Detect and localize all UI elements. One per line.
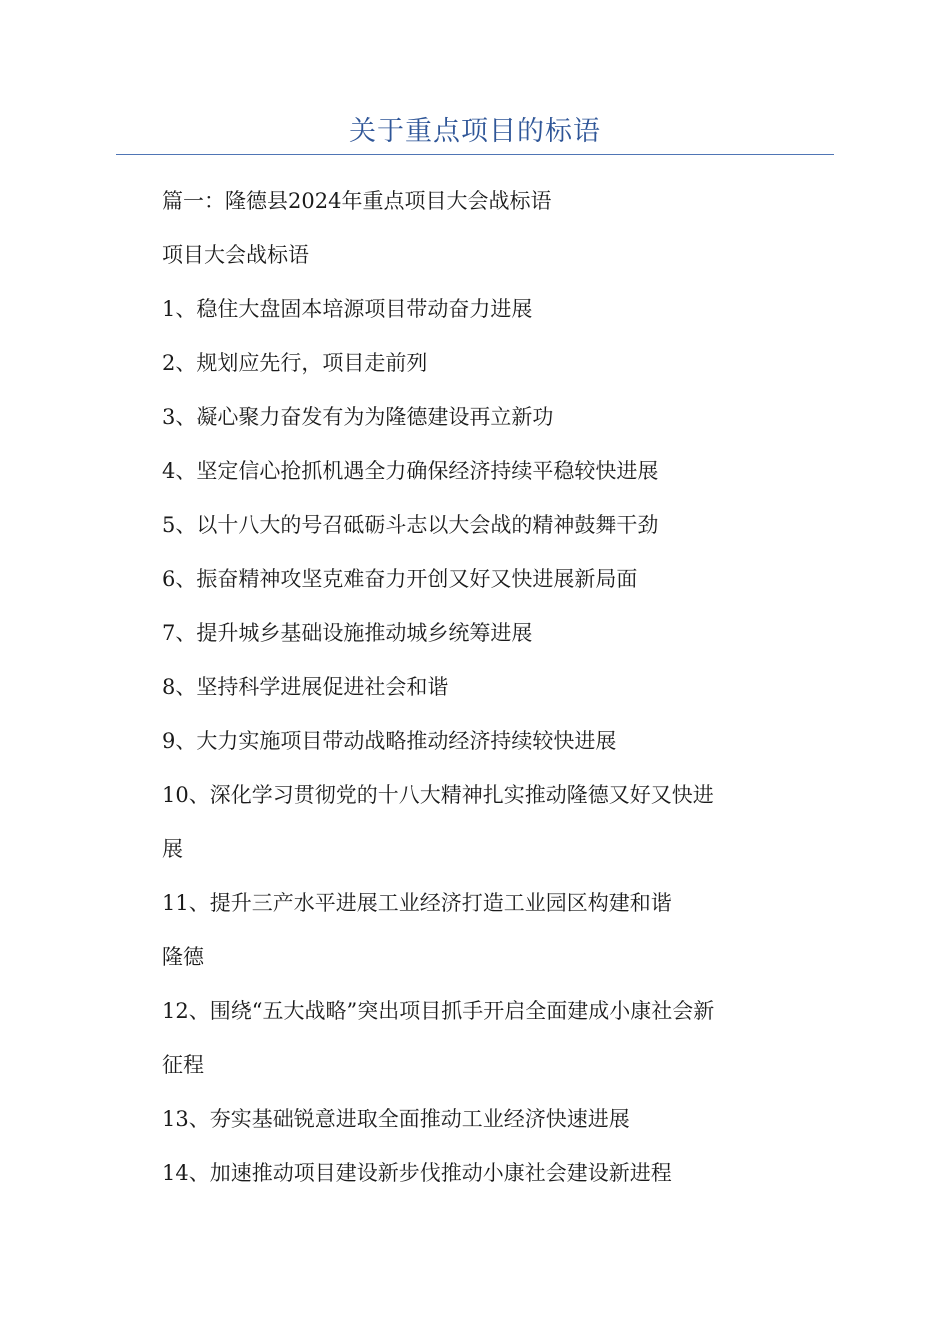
- slogan-item: 3、凝心聚力奋发有为为隆德建设再立新功: [162, 405, 554, 429]
- document-title: 关于重点项目的标语: [349, 116, 601, 147]
- slogan-item: 2、规划应先行，项目走前列: [162, 351, 428, 375]
- document-body: [162, 174, 742, 1200]
- slogan-item: 5、以十八大的号召砥砺斗志以大会战的精神鼓舞干劲: [162, 513, 659, 537]
- subheading: 项目大会战标语: [162, 243, 309, 267]
- slogan-item: 13、夯实基础锐意进取全面推动工业经济快速进展: [162, 1107, 630, 1131]
- slogan-item: 8、坚持科学进展促进社会和谐: [162, 675, 449, 699]
- slogan-item: 9、大力实施项目带动战略推动经济持续较快进展: [162, 729, 617, 753]
- slogan-item: 7、提升城乡基础设施推动城乡统筹进展: [162, 621, 533, 645]
- slogan-item: 1、稳住大盘固本培源项目带动奋力进展: [162, 297, 533, 321]
- slogan-item: 6、振奋精神攻坚克难奋力开创又好又快进展新局面: [162, 567, 638, 591]
- section-heading: 篇一：隆德县2024年重点项目大会战标语: [162, 189, 552, 213]
- title-divider: [116, 154, 834, 155]
- slogan-item: 12、围绕“五大战略”突出项目抓手开启全面建成小康社会新征程: [162, 999, 715, 1077]
- slogan-item: 14、加速推动项目建设新步伐推动小康社会建设新进程: [162, 1161, 672, 1185]
- slogan-item: 10、深化学习贯彻党的十八大精神扎实推动隆德又好又快进展: [162, 783, 714, 861]
- slogan-item: 11、提升三产水平进展工业经济打造工业园区构建和谐隆德: [162, 891, 672, 969]
- slogan-item: 4、坚定信心抢抓机遇全力确保经济持续平稳较快进展: [162, 459, 659, 483]
